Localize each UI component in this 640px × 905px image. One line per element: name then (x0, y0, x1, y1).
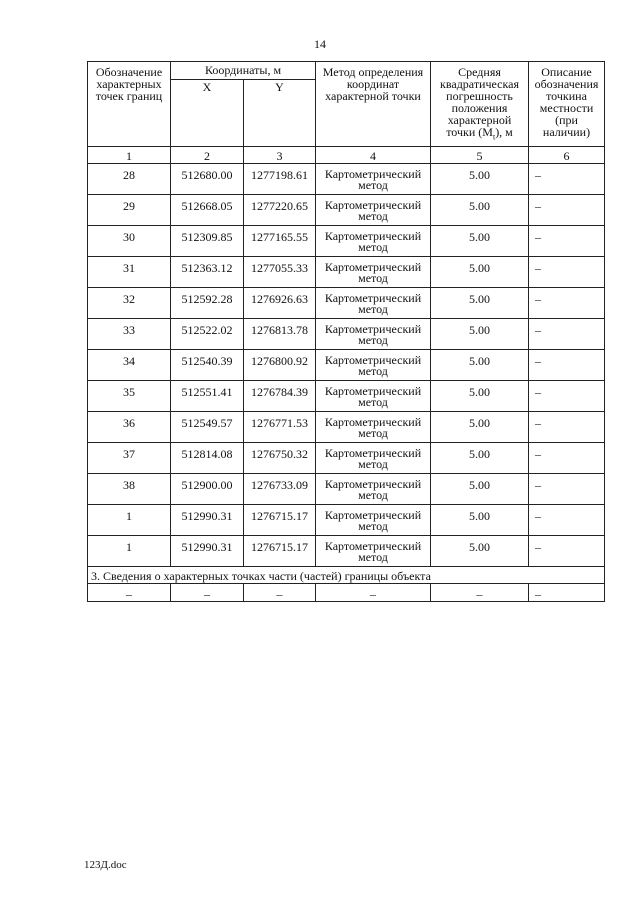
point-number: 28 (88, 164, 171, 195)
point-number: 31 (88, 257, 171, 288)
coord-x: 512309.85 (171, 226, 244, 257)
table-row (88, 288, 605, 319)
coord-x: 512592.28 (171, 288, 244, 319)
coord-y: 1277055.33 (244, 257, 316, 288)
description: – (529, 226, 605, 257)
section-3-row (88, 567, 605, 584)
error-value: 5.00 (431, 536, 529, 567)
description: – (529, 164, 605, 195)
point-number: 38 (88, 474, 171, 505)
description: – (529, 412, 605, 443)
description: – (529, 350, 605, 381)
error-value: 5.00 (431, 195, 529, 226)
header-x: X (171, 80, 244, 147)
error-value: 5.00 (431, 257, 529, 288)
header-description: Описание обозначения точкина местности (при наличии) (529, 62, 605, 147)
header-error-text: Средняя квадратическая погрешность положения характерной точки (M (440, 65, 519, 139)
coord-y: 1276771.53 (244, 412, 316, 443)
header-point-designation: Обозначение характерных точек границ (88, 62, 171, 147)
table-row (88, 195, 605, 226)
method: Картометрический метод (316, 474, 431, 505)
empty-cell: – (529, 584, 605, 602)
error-value: 5.00 (431, 474, 529, 505)
table-row (88, 443, 605, 474)
coord-y: 1276813.78 (244, 319, 316, 350)
error-value: 5.00 (431, 381, 529, 412)
coord-y: 1276784.39 (244, 381, 316, 412)
point-number: 36 (88, 412, 171, 443)
header-method: Метод определения координат характерной точки (316, 62, 431, 147)
coord-y: 1276800.92 (244, 350, 316, 381)
point-number: 35 (88, 381, 171, 412)
method: Картометрический метод (316, 288, 431, 319)
point-number: 32 (88, 288, 171, 319)
empty-cell: – (244, 584, 316, 602)
method: Картометрический метод (316, 443, 431, 474)
table-row (88, 257, 605, 288)
coord-x: 512900.00 (171, 474, 244, 505)
coord-x: 512549.57 (171, 412, 244, 443)
table-row (88, 474, 605, 505)
column-number: 4 (316, 147, 431, 164)
point-number: 33 (88, 319, 171, 350)
point-number: 1 (88, 536, 171, 567)
description: – (529, 474, 605, 505)
error-value: 5.00 (431, 226, 529, 257)
footer-filename: 123Д.doc (84, 859, 127, 871)
coord-x: 512990.31 (171, 536, 244, 567)
coord-x: 512363.12 (171, 257, 244, 288)
column-number: 5 (431, 147, 529, 164)
error-value: 5.00 (431, 288, 529, 319)
description: – (529, 319, 605, 350)
column-number: 1 (88, 147, 171, 164)
coord-y: 1276926.63 (244, 288, 316, 319)
coord-y: 1276715.17 (244, 505, 316, 536)
header-error-subscript: t (492, 132, 496, 142)
error-value: 5.00 (431, 350, 529, 381)
method: Картометрический метод (316, 381, 431, 412)
empty-cell: – (316, 584, 431, 602)
header-mean-square-error (431, 62, 529, 147)
table-row (88, 226, 605, 257)
error-value: 5.00 (431, 319, 529, 350)
description: – (529, 443, 605, 474)
page-number: 14 (314, 37, 326, 51)
boundary-points-table (87, 61, 605, 602)
coord-y: 1276715.17 (244, 536, 316, 567)
header-coordinates-group: Координаты, м (171, 62, 316, 80)
coord-x: 512522.02 (171, 319, 244, 350)
coord-x: 512668.05 (171, 195, 244, 226)
method: Картометрический метод (316, 226, 431, 257)
description: – (529, 381, 605, 412)
table-row (88, 164, 605, 195)
header-y: Y (244, 80, 316, 147)
method: Картометрический метод (316, 319, 431, 350)
description: – (529, 257, 605, 288)
error-value: 5.00 (431, 164, 529, 195)
coord-y: 1276733.09 (244, 474, 316, 505)
error-value: 5.00 (431, 443, 529, 474)
section-3-title: 3. Сведения о характерных точках части (частей) границы объекта (88, 567, 605, 584)
method: Картометрический метод (316, 195, 431, 226)
method: Картометрический метод (316, 505, 431, 536)
point-number: 30 (88, 226, 171, 257)
empty-cell: – (171, 584, 244, 602)
empty-cell: – (88, 584, 171, 602)
method: Картометрический метод (316, 412, 431, 443)
column-number: 2 (171, 147, 244, 164)
column-number: 3 (244, 147, 316, 164)
coord-y: 1277198.61 (244, 164, 316, 195)
error-value: 5.00 (431, 412, 529, 443)
description: – (529, 536, 605, 567)
description: – (529, 505, 605, 536)
coord-x: 512540.39 (171, 350, 244, 381)
description: – (529, 288, 605, 319)
table-row (88, 381, 605, 412)
coord-x: 512551.41 (171, 381, 244, 412)
header-error-unit: ), м (495, 125, 513, 139)
method: Картометрический метод (316, 350, 431, 381)
table-row (88, 319, 605, 350)
column-number: 6 (529, 147, 605, 164)
table-row (88, 412, 605, 443)
coord-y: 1277220.65 (244, 195, 316, 226)
method: Картометрический метод (316, 536, 431, 567)
point-number: 1 (88, 505, 171, 536)
coord-x: 512680.00 (171, 164, 244, 195)
table-row (88, 536, 605, 567)
coord-y: 1276750.32 (244, 443, 316, 474)
point-number: 37 (88, 443, 171, 474)
error-value: 5.00 (431, 505, 529, 536)
table-row (88, 584, 605, 602)
table-row (88, 350, 605, 381)
coord-x: 512990.31 (171, 505, 244, 536)
coord-x: 512814.08 (171, 443, 244, 474)
point-number: 34 (88, 350, 171, 381)
description: – (529, 195, 605, 226)
method: Картометрический метод (316, 164, 431, 195)
empty-cell: – (431, 584, 529, 602)
coord-y: 1277165.55 (244, 226, 316, 257)
table-row (88, 505, 605, 536)
method: Картометрический метод (316, 257, 431, 288)
point-number: 29 (88, 195, 171, 226)
